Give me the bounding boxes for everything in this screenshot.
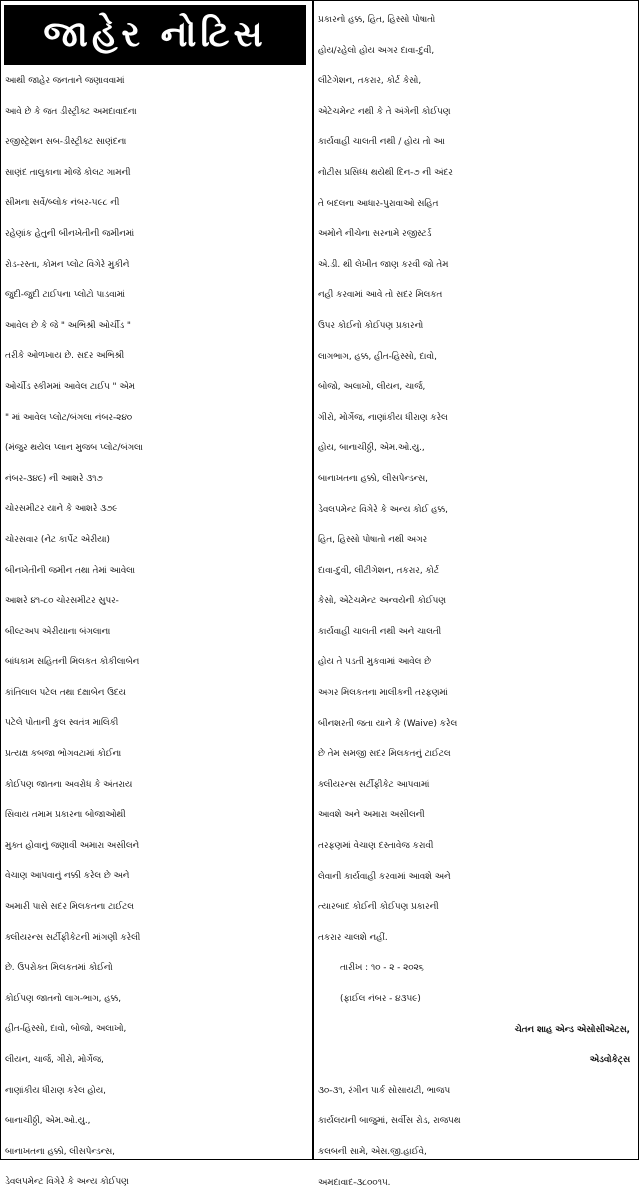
notice-right-column bbox=[318, 5, 636, 1198]
notice-text-line: બીનખેતીની જમીન તથા તેમાં આવેલા bbox=[5, 565, 135, 576]
notice-text-line: નંબર-૩૪૯) ની આશરે ૩૧૭ bbox=[5, 473, 103, 484]
notice-text-line: રહેણાંક હેતુની બીનખેતીની જમીનમાં bbox=[5, 228, 135, 239]
notice-text-line: બાનાખતના હક્કો, લીસપેન્ડન્સ, bbox=[5, 1146, 115, 1157]
notice-text-line: ચોરસવાર (નેટ કાર્પેટ એરીયા) bbox=[5, 534, 110, 545]
notice-text-line: હિત, હિસ્સો પોષાતો નથી અગર bbox=[318, 535, 428, 546]
notice-text-line: આવે છે કે જત ડીસ્ટ્રીક્ટ અમદાવાદના bbox=[5, 106, 137, 117]
notice-text-line: છે. ઉપરોક્ત મિલકતમાં કોઈનો bbox=[5, 963, 113, 974]
notice-text-line: લાગભાગ, હક્ક, હીત-હિસ્સો, દાવો, bbox=[318, 351, 437, 362]
notice-text-line: રોડ-રસ્તા, કોમન પ્લોટ વિગેરે મુકીને bbox=[5, 259, 130, 270]
notice-text-line: સિવાય તમામ પ્રકારના બોજાઓથી bbox=[5, 810, 126, 821]
notice-text-line: પટેલે પોતાની કુલ સ્વતંત્ર માલિકી bbox=[5, 718, 119, 729]
signature-block bbox=[318, 953, 636, 1198]
notice-text-line: ક્લીયરન્સ સર્ટીફીકેટ આપવામાં bbox=[318, 779, 430, 790]
notice-text-line: નાણાંકીય ધીરાણ કરેલ હોય, bbox=[5, 1085, 106, 1096]
notice-text-line: હોય/રહેલો હોય અગર દાવા-દુવી, bbox=[318, 45, 435, 56]
notice-text-line: લેવાની કાર્યવાહી કરવામાં આવશે અને bbox=[318, 871, 451, 882]
notice-text-line: કોઈપણ જાતનો લાગ-ભાગ, હક્ક, bbox=[5, 993, 122, 1004]
notice-text-line: મુક્ત હોવાનું જણાવી અમારા અસીલને bbox=[5, 840, 140, 851]
notice-text-line: ત્યારબાદ કોઈની કોઈપણ પ્રકારની bbox=[318, 902, 439, 913]
notice-text-line: છે તેમ સમજી સદર મિલકતનું ટાઈટલ bbox=[318, 749, 451, 760]
address-line: અમદાવાદ-૩૮૦૦૧૫. bbox=[318, 1177, 391, 1188]
notice-text-line: કેસો, એટેચમેન્ટ અન્વયેની કોઈપણ bbox=[318, 596, 446, 607]
notice-text-line: ગીરો, મોર્ગેજ, નાણાંકીય ધીરાણ કરેલ bbox=[318, 412, 448, 423]
notice-left-column bbox=[5, 66, 307, 1198]
notice-text-line: એટેચમેન્ટ નથી કે તે અંગેની કોઈપણ bbox=[318, 106, 451, 117]
notice-text-line: બોજો, અલાખો, લીયન, ચાર્જ, bbox=[318, 382, 426, 393]
notice-text-line: આથી જાહેર જનતાને જણાવવામાં bbox=[5, 76, 125, 86]
address-line: ૩૦-૩૧, રંગીન પાર્ક સોસાયટી, ભાજપ bbox=[318, 1085, 451, 1096]
address-line: કાર્યલયની બાજુમાં, સર્વીસ રોડ, રાજપથ bbox=[318, 1116, 461, 1127]
notice-text-line: હોય, બાનાચીઠ્ઠી, એમ.ઓ.યુ., bbox=[318, 443, 425, 454]
notice-text-line: આવેલ છે કે જે " અભિશ્રી ઓર્ચીડ " bbox=[5, 320, 131, 331]
notice-text-line: અમારી પાસે સદર મિલકતના ટાઈટલ bbox=[5, 902, 134, 913]
notice-text-line: આવશે અને અમારા અસીલની bbox=[318, 810, 425, 821]
notice-text-line: બાનાચીઠ્ઠી, એમ.ઓ.યુ., bbox=[5, 1116, 91, 1127]
notice-text-line: કોઈપણ જાતના અવરોધ કે અંતરાય bbox=[5, 779, 133, 790]
notice-text-line: તરફણમાં વેચાણ દસ્તાવેજ કરાવી bbox=[318, 841, 434, 852]
notice-text-line: અગર મિલકતના માલીકની તરફણમાં bbox=[318, 688, 448, 699]
notice-date: તારીખ : ૧૦ - ૨ - ૨૦૨૬ bbox=[340, 963, 424, 974]
notice-text-line: કાંતિલાલ પટેલ તથા દક્ષાબેન ઉદય bbox=[5, 687, 126, 698]
notice-text-line: નોટીસ પ્રસિધ્ધ થયેથી દિન-૭ ની અંદર bbox=[318, 167, 453, 178]
notice-text-line: ઉપર કોઈનો કોઈપણ પ્રકારનો bbox=[318, 320, 424, 331]
notice-text-line: (મંજુર થયેલ પ્લાન મુજબ પ્લોટ/બંગલા bbox=[5, 443, 143, 454]
notice-text-line: હીત-હિસ્સો, દાવો, બોજો, અલાખો, bbox=[5, 1024, 127, 1035]
notice-text-line: આશરે ૪૧-૮૦ ચોરસમીટર સુપર- bbox=[5, 596, 119, 607]
notice-text-line: તરીકે ઓળખાય છે. સદર અભિશ્રી bbox=[5, 351, 125, 362]
firm-name: ચેતન શાહ એન્ડ એસોસીએટસ, bbox=[514, 1024, 630, 1035]
notice-text-line: તે બદલના આધાર-પુરાવાઓ સહિત bbox=[318, 198, 439, 209]
notice-text-line: બાનાખતના હક્કો, લીસપેન્ડન્સ, bbox=[318, 473, 428, 484]
notice-text-line: અમોને નીચેના સરનામે રજીસ્ટર્ડ bbox=[318, 229, 432, 240]
notice-text-line: પ્રત્યક્ષ કબજા ભોગવટામાં કોઈના bbox=[5, 749, 122, 760]
notice-text-line: રજીસ્ટ્રેશન સબ-ડીસ્ટ્રીક્ટ સાણંદના bbox=[5, 137, 127, 148]
column-divider bbox=[312, 0, 314, 1160]
notice-text-line: નહી કરવામાં આવે તો સદર મિલકત bbox=[318, 290, 443, 301]
notice-text-line: " માં આવેલ પ્લોટ/બંગલા નંબર-૨૪૦ bbox=[5, 412, 133, 423]
notice-file-number: (ફાઈલ નંબર - ૪૩૫૯) bbox=[340, 994, 421, 1004]
notice-text-line: તકરાર ચાલશે નહીં. bbox=[318, 932, 388, 943]
firm-address bbox=[318, 1076, 636, 1198]
notice-right-body bbox=[318, 5, 636, 953]
notice-text-line: બીનશરતી જતા યાને કે (Waive) કરેલ bbox=[318, 718, 458, 729]
notice-text-line: ચોરસમીટર યાને કે આશરે ૩૭૯ bbox=[5, 504, 118, 515]
notice-text-line: દાવા-દુવી, લીટીગેશન, તકરાર, કોર્ટ bbox=[318, 565, 439, 576]
notice-title: જાહેર નોટિસ bbox=[4, 5, 306, 65]
notice-text-line: બાંધકામ સહિતની મિલકત કોકીલાબેન bbox=[5, 657, 140, 668]
notice-text-line: ક્લીયરન્સ સર્ટીફીકેટની માંગણી કરેલી bbox=[5, 932, 141, 943]
notice-text-line: ઓર્ચીડ સ્કીમમાં આવેલ ટાઈપ " એમ bbox=[5, 381, 135, 392]
notice-text-line: જુદી-જુદી ટાઈપના પ્લોટો પાડવામાં bbox=[5, 290, 126, 301]
notice-text-line: વેચાણ આપવાનું નક્કી કરેલ છે અને bbox=[5, 871, 130, 882]
address-line: કલબની સામે, એસ.જી.હાઈવે, bbox=[318, 1146, 427, 1157]
notice-text-line: પ્રકારનો હક્ક, હિત, હિસ્સો પોષાતો bbox=[318, 15, 436, 25]
notice-text-line: કાર્યવાહી ચાલતી નથી અને ચાલતી bbox=[318, 626, 442, 637]
notice-text-line: સીમના સર્વે/બ્લોક નંબર-૫૯૮ ની bbox=[5, 198, 120, 209]
notice-text-line: લીટેગેશન, તકરાર, કોર્ટ કેસો, bbox=[318, 76, 422, 87]
notice-text-line: હોય તે પડતી મુકવામાં આવેલ છે bbox=[318, 657, 431, 668]
notice-text-line: કાર્યવાહી ચાલતી નથી / હોય તો આ bbox=[318, 137, 445, 148]
notice-text-line: ડેવલપમેન્ટ વિગેરે કે અન્ય કોઈપણ bbox=[5, 1177, 129, 1188]
notice-text-line: લીયન, ચાર્જ, ગીરો, મોર્ગેજ, bbox=[5, 1055, 104, 1065]
notice-text-line: એ.ડી. થી લેખીત જાણ કરવી જો તેમ bbox=[318, 259, 449, 270]
notice-text-line: ડેવલપમેન્ટ વિગેરે કે અન્ય કોઈ હક્ક, bbox=[318, 504, 448, 515]
notice-text-line: બીલ્ટઅપ એરીયાના બંગલાના bbox=[5, 626, 111, 637]
firm-role: એડવોકેટ્સ bbox=[589, 1055, 630, 1066]
notice-text-line: સાણંદ તાલુકાના મોજે કોલટ ગામની bbox=[5, 167, 131, 178]
